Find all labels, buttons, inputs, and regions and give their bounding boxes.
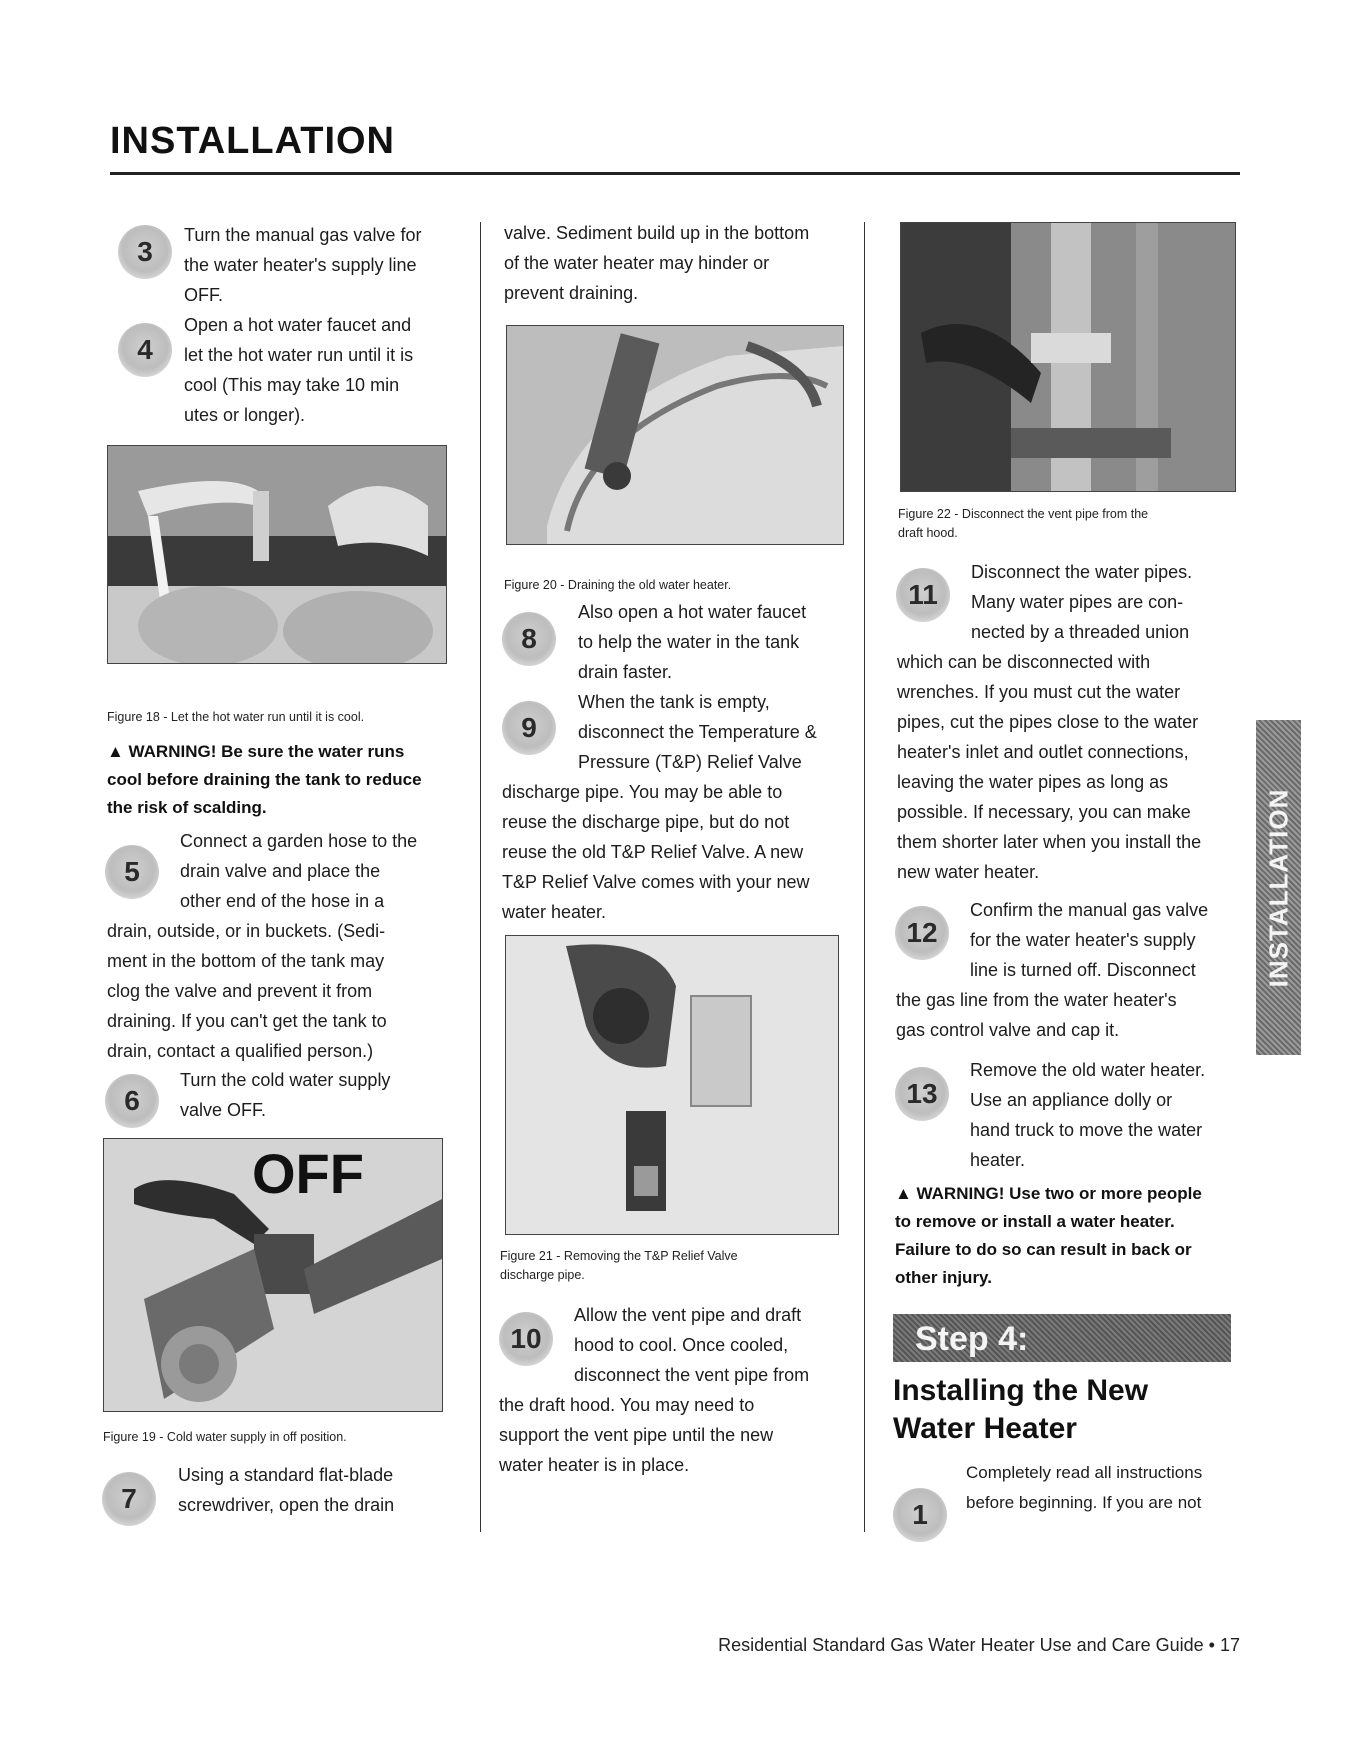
caption-line: Figure 18 - Let the hot water run until it is cool. [107,710,365,724]
text-line: draining. If you can't get the tank to [107,1011,387,1031]
warning-line: the risk of scalding. [107,798,267,817]
text-line: the draft hood. You may need to [499,1395,755,1415]
caption-line: Figure 19 - Cold water supply in off position. [103,1430,347,1444]
text-line: Disconnect the water pipes. [971,562,1193,582]
step-8-text [578,597,858,687]
figure-19-caption [103,1428,463,1447]
text-line: reuse the old T&P Relief Valve. A new [502,842,804,862]
figure-18-caption [107,708,457,727]
text-line: OFF. [184,285,223,305]
side-tab-label: INSTALLATION [1263,788,1293,987]
title-divider [110,172,1240,175]
text-line: Turn the cold water supply [180,1070,391,1090]
text-line: other end of the hose in a [180,891,385,911]
figure-20-photo [506,325,844,545]
step-4-badge: 4 [118,323,172,377]
text-line: heater's inlet and outlet connections, [897,742,1189,762]
caption-line: draft hood. [898,526,958,540]
figure-21-photo [505,935,839,1235]
text-line: utes or longer). [184,405,306,425]
text-line: gas control valve and cap it. [896,1020,1120,1040]
text-line: T&P Relief Valve comes with your new [502,872,810,892]
off-label: OFF [252,1142,364,1205]
text-line: line is turned off. Disconnect [970,960,1196,980]
caption-line: Figure 22 - Disconnect the vent pipe from the [898,507,1149,521]
text-line: which can be disconnected with [897,652,1151,672]
column-divider-1 [480,222,481,1532]
warning-line: other injury. [895,1268,992,1287]
text-line: clog the valve and prevent it from [107,981,373,1001]
text-line: of the water heater may hinder or [504,253,770,273]
text-line: Turn the manual gas valve for [184,225,422,245]
text-line: Remove the old water heater. [970,1060,1206,1080]
text-line: reuse the discharge pipe, but do not [502,812,790,832]
text-line: Connect a garden hose to the [180,831,418,851]
lifting-warning [895,1180,1245,1292]
step-6-badge: 6 [105,1074,159,1128]
page-footer: Residential Standard Gas Water Heater Use and Care Guide • 17 [718,1635,1240,1655]
step-4-text [184,310,474,430]
text-line: Many water pipes are con- [971,592,1184,612]
text-line: Pressure (T&P) Relief Valve [578,752,802,772]
figure-19-photo [103,1138,443,1412]
step-9-continued [502,777,862,927]
text-line: leaving the water pipes as long as [897,772,1169,792]
text-line: Also open a hot water faucet [578,602,807,622]
text-line: valve OFF. [180,1100,267,1120]
text-line: Using a standard flat-blade [178,1465,394,1485]
column-divider-2 [864,222,865,1532]
text-line: them shorter later when you install the [897,832,1202,852]
text-line: let the hot water run until it is [184,345,414,365]
figure-20-caption [504,576,854,595]
scald-warning [107,738,467,822]
step-13-text [970,1055,1240,1175]
page-title: INSTALLATION [110,120,395,162]
step-7-continued [504,218,859,308]
step-5-continued [107,916,472,1066]
text-line: to help the water in the tank [578,632,800,652]
caption-line: Figure 21 - Removing the T&P Relief Valve [500,1249,738,1263]
warning-line: ▲ WARNING! Use two or more people [895,1184,1202,1203]
text-line: ment in the bottom of the tank may [107,951,385,971]
text-line: prevent draining. [504,283,639,303]
text-line: When the tank is empty, [578,692,770,712]
heading-line: Installing the New [893,1374,1149,1407]
text-line: possible. If necessary, you can make [897,802,1191,822]
heading-line: Water Heater [893,1412,1077,1445]
text-line: for the water heater's supply [970,930,1196,950]
text-line: pipes, cut the pipes close to the water [897,712,1199,732]
step-12-badge: 12 [895,906,949,960]
text-line: wrenches. If you must cut the water [897,682,1181,702]
step-11-badge: 11 [896,568,950,622]
step-8-badge: 8 [502,612,556,666]
text-line: discharge pipe. You may be able to [502,782,783,802]
text-line: Open a hot water faucet and [184,315,412,335]
text-line: drain, outside, or in buckets. (Sedi- [107,921,386,941]
step-12-text [970,895,1240,985]
step-13-badge: 13 [895,1067,949,1121]
text-line: drain, contact a qualified person.) [107,1041,374,1061]
install-step-1-text [966,1458,1246,1518]
step-7-badge: 7 [102,1472,156,1526]
figure-22-caption [898,505,1238,543]
text-line: Use an appliance dolly or [970,1090,1173,1110]
step-12-continued [896,985,1241,1045]
section-side-tab [1256,720,1301,1055]
caption-line: Figure 20 - Draining the old water heater. [504,578,732,592]
text-line: the water heater's supply line [184,255,417,275]
text-line: valve. Sediment build up in the bottom [504,223,810,243]
step-5-text [180,826,470,916]
section-heading [893,1372,1238,1448]
text-line: water heater. [502,902,607,922]
text-line: cool (This may take 10 min [184,375,400,395]
text-line: drain valve and place the [180,861,381,881]
step-9-text [578,687,863,777]
text-line: before beginning. If you are not [966,1493,1202,1512]
text-line: Completely read all instructions [966,1463,1203,1482]
step-5-badge: 5 [105,845,159,899]
text-line: support the vent pipe until the new [499,1425,774,1445]
text-line: water heater is in place. [499,1455,690,1475]
step-4-banner-label: Step 4: [915,1320,1029,1358]
warning-line: ▲ WARNING! Be sure the water runs [107,742,405,761]
text-line: new water heater. [897,862,1040,882]
text-line: hood to cool. Once cooled, [574,1335,789,1355]
warning-line: Failure to do so can result in back or [895,1240,1192,1259]
text-line: Allow the vent pipe and draft [574,1305,802,1325]
step-11-continued [897,647,1242,887]
figure-21-caption [500,1247,850,1285]
step-n1-badge: 1 [893,1488,947,1542]
caption-line: discharge pipe. [500,1268,585,1282]
text-line: hand truck to move the water [970,1120,1203,1140]
text-line: drain faster. [578,662,673,682]
figure-22-photo [900,222,1236,492]
text-line: heater. [970,1150,1026,1170]
warning-line: to remove or install a water heater. [895,1212,1175,1231]
step-11-text [971,557,1241,647]
text-line: the gas line from the water heater's [896,990,1177,1010]
text-line: screwdriver, open the drain [178,1495,395,1515]
step-9-badge: 9 [502,701,556,755]
step-10-text [574,1300,859,1390]
step-3-text [184,220,464,310]
step-10-continued [499,1390,859,1480]
step-10-badge: 10 [499,1312,553,1366]
warning-line: cool before draining the tank to reduce [107,770,422,789]
text-line: disconnect the vent pipe from [574,1365,810,1385]
text-line: disconnect the Temperature & [578,722,817,742]
step-3-badge: 3 [118,225,172,279]
step-4-banner [893,1314,1231,1362]
text-line: Confirm the manual gas valve [970,900,1209,920]
step-7-text [178,1460,468,1520]
step-6-text [180,1065,470,1125]
figure-18-photo [107,445,447,664]
text-line: nected by a threaded union [971,622,1190,642]
